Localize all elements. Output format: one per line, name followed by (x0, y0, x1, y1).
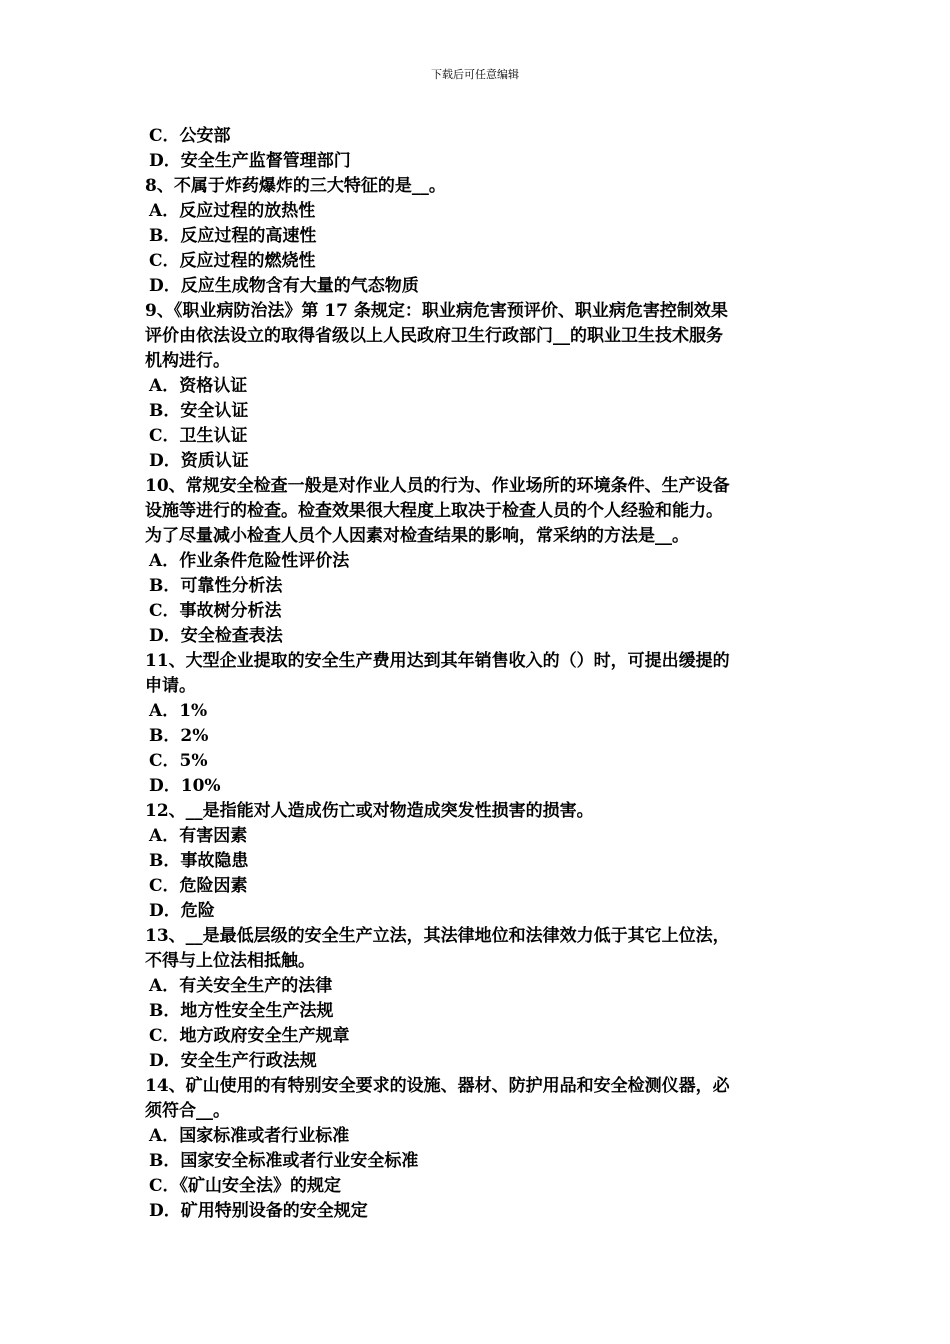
answer-option: C．公安部 (149, 126, 231, 146)
answer-option: C．5% (149, 751, 208, 771)
question-text: 12、__是指能对人造成伤亡或对物造成突发性损害的损害。 (145, 801, 594, 821)
question-text: 为了尽量减小检查人员个人因素对检查结果的影响，常采纳的方法是__。 (145, 526, 689, 546)
question-text: 13、__是最低层级的安全生产立法，其法律地位和法律效力低于其它上位法， (145, 926, 730, 946)
answer-option: A．反应过程的放热性 (149, 201, 316, 221)
question-text: 机构进行。 (145, 351, 230, 371)
answer-option: A．作业条件危险性评价法 (149, 551, 350, 571)
answer-option: A．资格认证 (149, 376, 248, 396)
question-text: 评价由依法设立的取得省级以上人民政府卫生行政部门__的职业卫生技术服务 (145, 326, 723, 346)
answer-option: C．《矿山安全法》的规定 (149, 1176, 342, 1196)
answer-option: D．安全检查表法 (149, 626, 283, 646)
answer-option: A．有害因素 (149, 826, 248, 846)
answer-option: B．安全认证 (149, 401, 249, 421)
answer-option: C．危险因素 (149, 876, 248, 896)
answer-option: D．安全生产行政法规 (149, 1051, 317, 1071)
answer-option: A．1% (149, 701, 208, 721)
answer-option: B．反应过程的高速性 (149, 226, 317, 246)
answer-option: D．安全生产监督管理部门 (149, 151, 351, 171)
answer-option: A．国家标准或者行业标准 (149, 1126, 350, 1146)
answer-option: A．有关安全生产的法律 (149, 976, 333, 996)
question-text: 不得与上位法相抵触。 (145, 951, 315, 971)
answer-option: D．资质认证 (149, 451, 249, 471)
answer-option: D．危险 (149, 901, 215, 921)
answer-option: D．10% (149, 776, 221, 796)
question-text: 11、大型企业提取的安全生产费用达到其年销售收入的（）时，可提出缓提的 (145, 651, 730, 671)
page-header: 下载后可任意编辑 (431, 68, 519, 81)
question-text: 9、《职业病防治法》第 17 条规定：职业病危害预评价、职业病危害控制效果 (145, 301, 728, 321)
answer-option: C．反应过程的燃烧性 (149, 251, 316, 271)
answer-option: C．卫生认证 (149, 426, 248, 446)
question-text: 8、不属于炸药爆炸的三大特征的是__。 (145, 176, 446, 196)
answer-option: D．反应生成物含有大量的气态物质 (149, 276, 419, 296)
document-body (145, 124, 810, 1224)
question-text: 申请。 (145, 676, 196, 696)
answer-option: D．矿用特别设备的安全规定 (149, 1201, 368, 1221)
question-text: 设施等进行的检查。检查效果很大程度上取决于检查人员的个人经验和能力。 (145, 501, 723, 521)
question-text: 须符合__。 (145, 1101, 230, 1121)
answer-option: B．地方性安全生产法规 (149, 1001, 334, 1021)
answer-option: B．2% (149, 726, 209, 746)
answer-option: B．国家安全标准或者行业安全标准 (149, 1151, 419, 1171)
question-text: 10、常规安全检查一般是对作业人员的行为、作业场所的环境条件、生产设备 (145, 476, 730, 496)
question-text: 14、矿山使用的有特别安全要求的设施、器材、防护用品和安全检测仪器，必 (145, 1076, 730, 1096)
answer-option: B．可靠性分析法 (149, 576, 283, 596)
answer-option: B．事故隐患 (149, 851, 249, 871)
answer-option: C．事故树分析法 (149, 601, 282, 621)
answer-option: C．地方政府安全生产规章 (149, 1026, 350, 1046)
